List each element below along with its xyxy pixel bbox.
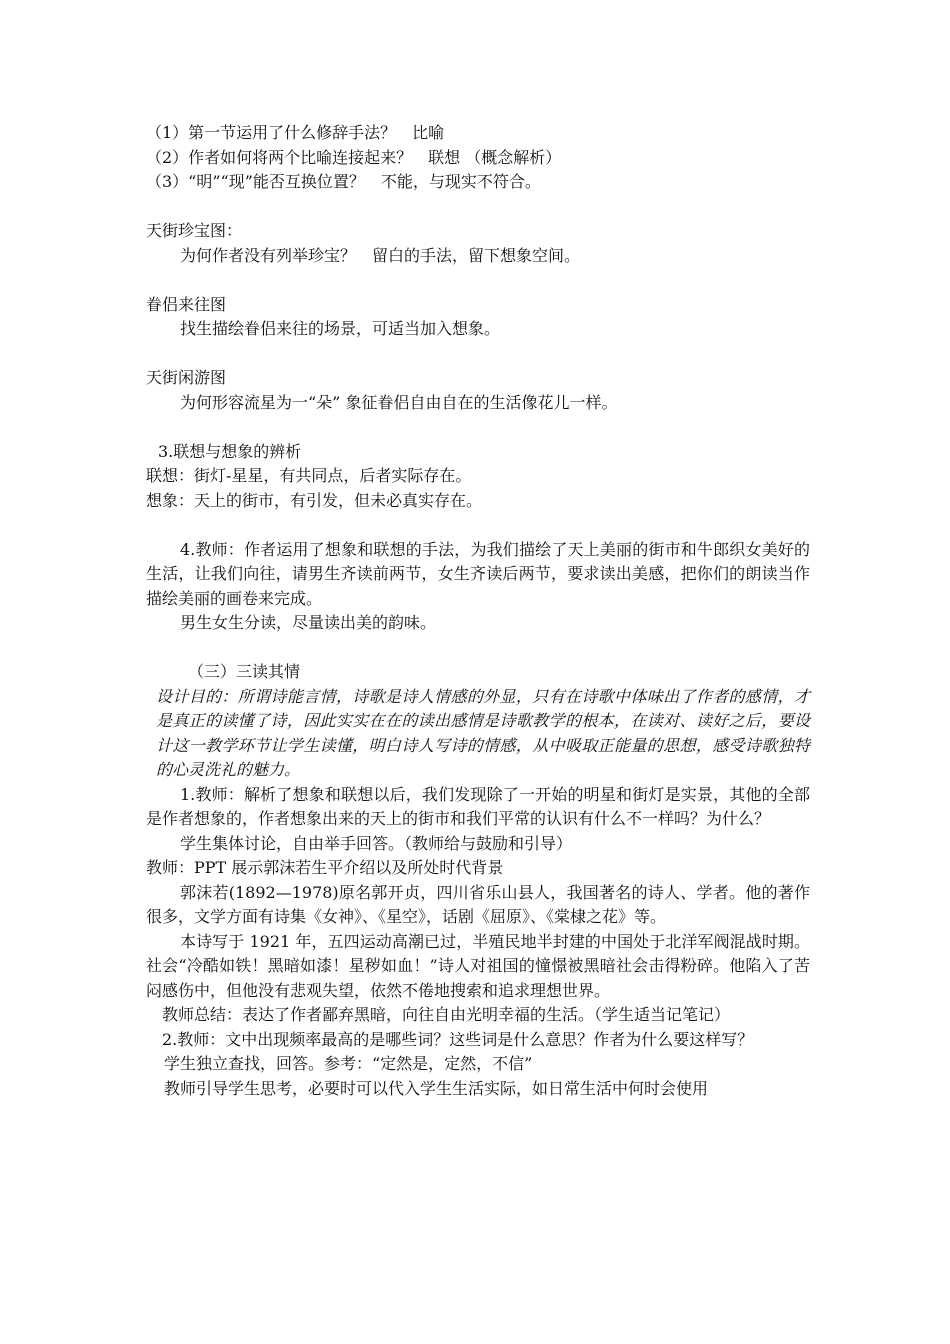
paragraph-4b: 男生女生分读，尽量读出美的韵味。 [180, 613, 437, 632]
lovers-text: 找生描绘眷侣来往的场景，可适当加入想象。 [180, 319, 501, 338]
ppt-line: 教师：PPT 展示郭沫若生平介绍以及所处时代背景 [146, 858, 504, 877]
heading-association-imagination: 3.联想与想象的辨析 [158, 441, 302, 461]
question-3: （3）“明”“现”能否互换位置？ 不能，与现实不符合。 [146, 172, 541, 191]
paragraph-4: 4.教师：作者运用了想象和联想的手法，为我们描绘了天上美丽的街市和牛郎织女美好的生活，让我们向往，请男生齐读前两节，女生齐读后两节，要求读出美感，把你们的朗读当作描绘美丽的画卷来完成。 [146, 539, 810, 608]
teacher-1b: 学生集体讨论，自由举手回答。（教师给与鼓励和引导） [180, 833, 573, 853]
heading-treasure: 天街珍宝图： [146, 221, 243, 240]
teacher-summary: 教师总结：表达了作者鄙弃黑暗，向往自由光明幸福的生活。（学生适当记笔记） [162, 1005, 731, 1024]
association-line: 联想：街灯-星星，有共同点，后者实际存在。 [146, 466, 472, 485]
background: 本诗写于 1921 年，五四运动高潮已过，半殖民地半封建的中国处于北洋军阀混战时期。社会“冷酷如铁！黑暗如漆！星秽如血！”诗人对祖国的憧憬被黑暗社会击得粉碎。他陷入了苦闷感伤中，但他没有悲观失望，依然不倦地搜索和追求理想世界。 [146, 931, 810, 1000]
teacher-2: 2.教师：文中出现频率最高的是哪些词？这些词是什么意思？作者为什么要这样写？ [162, 1029, 754, 1049]
design-purpose: 设计目的：所谓诗能言情，诗歌是诗人情感的外显，只有在诗歌中体味出了作者的感情，才是真正的读懂了诗，因此实实在在的读出感情是诗歌教学的根本，在读对、读好之后，要设计这一教学环节让学生读懂，明白诗人写诗的情感，从中吸取正能量的思想，感受诗歌独特的心灵洗礼的魅力。 [156, 686, 810, 779]
question-2: （2）作者如何将两个比喻连接起来？ 联想 （概念解析） [146, 147, 562, 167]
teacher-2b: 学生独立查找，回答。参考：“定然是，定然，不信” [164, 1054, 533, 1073]
teacher-2c: 教师引导学生思考，必要时可以代入学生生活实际，如日常生活中何时会使用 [164, 1078, 709, 1098]
heading-stroll: 天街闲游图 [146, 368, 227, 387]
treasure-text: 为何作者没有列举珍宝？ 留白的手法，留下想象空间。 [180, 245, 581, 265]
stroll-text: 为何形容流星为一“朵” 象征眷侣自由自在的生活像花儿一样。 [180, 392, 618, 412]
heading-lovers: 眷侣来往图 [146, 294, 227, 314]
question-1: （1）第一节运用了什么修辞手法？ 比喻 [146, 123, 445, 142]
guo-bio: 郭沫若(1892—1978)原名郭开贞，四川省乐山县人，我国著名的诗人、学者。他的著作很多，文学方面有诗集《女神》、《星空》，话剧《屈原》、《棠棣之花》等。 [146, 882, 810, 926]
document-body [146, 121, 810, 1101]
heading-san: （三）三读其情 [188, 662, 301, 681]
teacher-1: 1.教师：解析了想象和联想以后，我们发现除了一开始的明星和街灯是实景，其他的全部是作者想象的，作者想象出来的天上的街市和我们平常的认识有什么不一样吗？为什么？ [146, 784, 810, 828]
imagination-line: 想象：天上的街市，有引发，但未必真实存在。 [146, 490, 483, 510]
